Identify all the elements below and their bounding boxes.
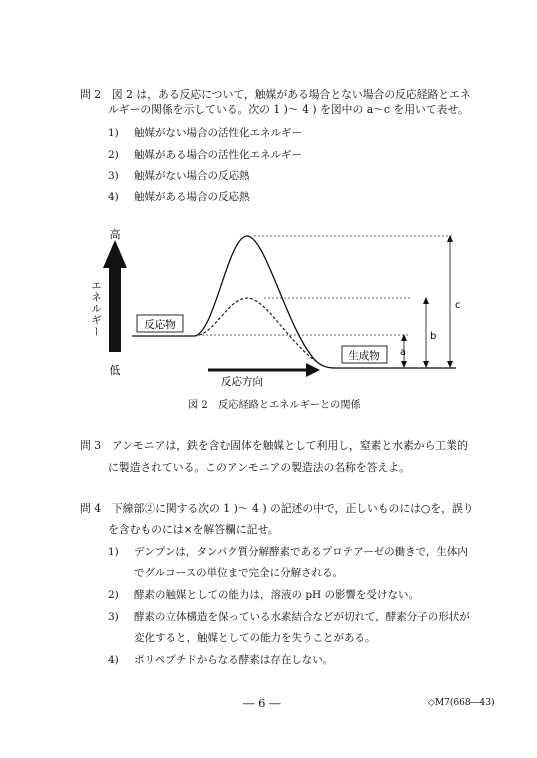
q3-line1: 問 3 アンモニアは，鉄を含む固体を触媒として利用し，窒素と水素から工業的	[80, 439, 468, 452]
q2-item-text: 触媒がある場合の活性化エネルギー	[134, 149, 302, 161]
q4-item-num: 3)	[108, 611, 119, 623]
q4-item	[108, 652, 333, 667]
q4-item-cont: でグルコースの単位まで完全に分解される。	[134, 567, 344, 579]
q2-item-text: 触媒がない場合の活性化エネルギー	[134, 127, 302, 139]
reactant-label: 反応物	[144, 319, 176, 331]
q2-item	[108, 189, 250, 204]
q4-item-text: デンプンは，タンパク質分解酵素であるプロテアーゼの働きで，生体内	[134, 546, 468, 558]
energy-arrow-icon	[103, 240, 127, 352]
q4-item	[108, 609, 470, 624]
c-arrowhead-down-icon	[447, 361, 453, 368]
q4-item-text: ポリペプチドからなる酵素は存在しない。	[134, 654, 334, 666]
q2-item-text: 触媒がない場合の反応熱	[134, 170, 250, 182]
q2-item-num: 4)	[108, 191, 119, 203]
q4-item-num: 1)	[108, 546, 119, 558]
label-a: a	[400, 347, 406, 358]
q3-line2: に製造されている。このアンモニアの製造法の名称を答えよ。	[108, 461, 410, 474]
q2-item-num: 3)	[108, 170, 119, 182]
q4-item-text: 酵素の触媒としての能力は，溶液の pH の影響を受けない。	[134, 589, 420, 601]
q2-item	[108, 147, 302, 162]
label-b: b	[430, 331, 437, 342]
q4-item-num: 2)	[108, 589, 119, 601]
q2-item-num: 2)	[108, 149, 119, 161]
a-arrowhead-down-icon	[401, 361, 407, 368]
b-arrowhead-down-icon	[423, 361, 429, 368]
q4-item	[108, 544, 468, 559]
exam-code: ◇M7(668―43)	[428, 698, 495, 708]
q2-item	[108, 125, 302, 140]
product-label: 生成物	[348, 350, 380, 362]
uncatalyzed-curve	[132, 236, 456, 368]
catalyzed-curve	[194, 298, 317, 362]
q4-line2: を含むものには×を解答欄に記せ。	[108, 523, 279, 536]
figure-caption: 図 2 反応経路とエネルギーとの関係	[188, 400, 361, 411]
direction-label: 反応方向	[221, 376, 263, 388]
q2-item-num: 1)	[108, 127, 119, 139]
page-number: ― 6 ―	[243, 696, 281, 710]
direction-arrowhead-icon	[306, 363, 320, 377]
high-label: 高	[109, 228, 121, 241]
q4-line1: 問 4 下線部②に関する次の 1 )～ 4 ) の記述の中で，正しいものには○を，誤り	[80, 502, 474, 515]
energy-diagram	[82, 222, 482, 412]
energy-axis-label: エネルギー	[90, 280, 102, 338]
q4-item-cont: 変化すると，触媒としての能力を失うことがある。	[134, 632, 376, 644]
q2-item-text: 触媒がある場合の反応熱	[134, 191, 250, 203]
q4-item	[108, 587, 419, 602]
q2-item	[108, 168, 250, 183]
low-label: 低	[109, 364, 121, 377]
q4-item-num: 4)	[108, 654, 119, 666]
q4-item-text: 酵素の立体構造を保っている水素結合などが切れて，酵素分子の形状が	[134, 611, 470, 623]
q2-title: 問 2 図 2 は，ある反応について，触媒がある場合とない場合の反応経路とエネ	[80, 88, 471, 101]
label-c: c	[455, 300, 461, 311]
b-arrowhead-up-icon	[423, 297, 429, 304]
q2-title-cont: ルギーの関係を示している。次の 1 )～ 4 ) を図中の a～c を用いて表せ。	[108, 103, 469, 116]
